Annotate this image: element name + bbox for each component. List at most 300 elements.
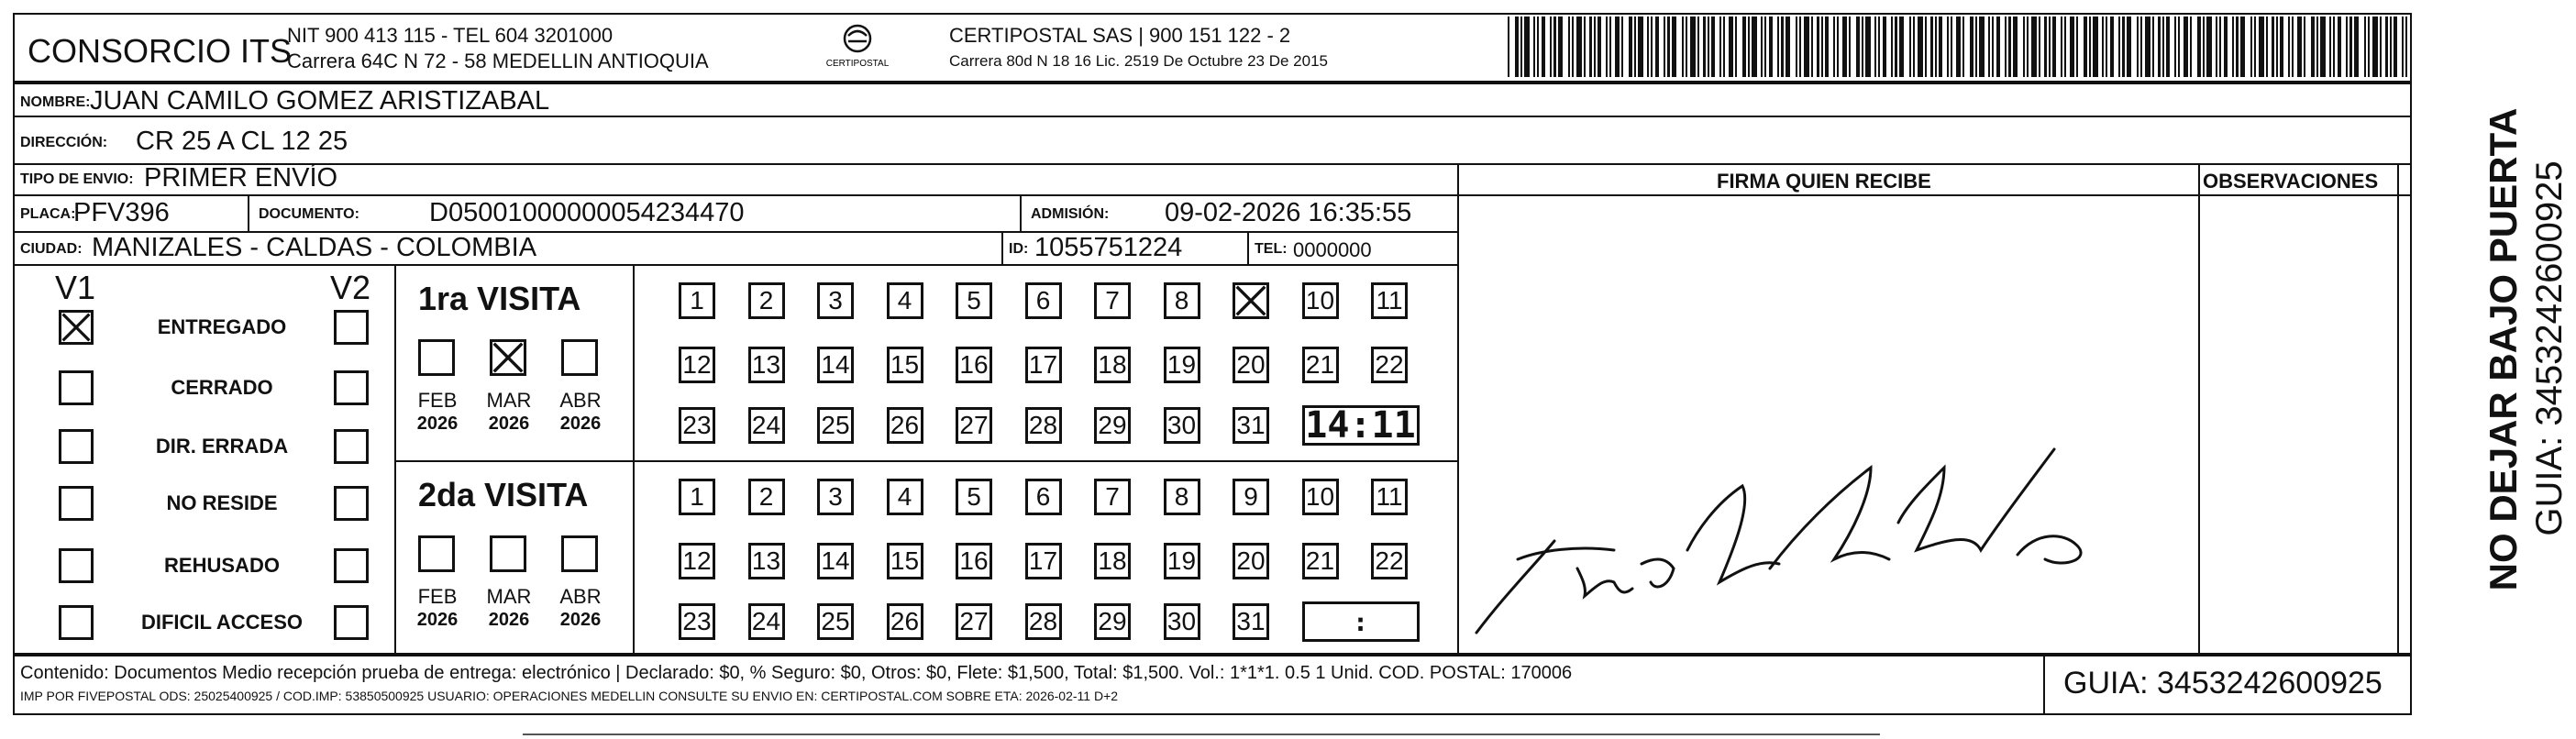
barcode-bar <box>1576 17 1582 77</box>
status-label: ENTREGADO <box>157 315 287 338</box>
day-checkbox[interactable] <box>956 282 992 319</box>
day-checkbox[interactable] <box>748 407 785 444</box>
day-checkbox[interactable] <box>956 479 992 515</box>
barcode-bar <box>2206 17 2212 77</box>
barcode-bar <box>1865 17 1871 77</box>
day-checkbox[interactable] <box>817 603 854 640</box>
barcode-bar <box>1515 17 1519 77</box>
day-number: 22 <box>1375 350 1404 379</box>
barcode-bar <box>1742 17 1746 77</box>
barcode-bar <box>1609 17 1611 77</box>
day-checkbox[interactable] <box>1302 479 1339 515</box>
day-number: 6 <box>1035 286 1051 314</box>
day-checkbox[interactable] <box>748 282 785 319</box>
barcode-bar <box>2354 17 2359 77</box>
day-number: 30 <box>1166 411 1197 439</box>
barcode-bar <box>2394 17 2397 77</box>
barcode-bar <box>2385 17 2388 77</box>
day-number: 26 <box>890 411 920 439</box>
barcode-bar <box>1856 17 1860 77</box>
barcode-bar <box>1925 17 1927 77</box>
barcode-bar <box>2346 17 2348 77</box>
barcode-bar <box>2158 17 2161 77</box>
day-checkbox[interactable] <box>1302 282 1339 319</box>
day-number: 9 <box>1244 482 1258 511</box>
barcode-bar <box>2102 17 2104 77</box>
month-checkbox[interactable] <box>418 339 455 376</box>
barcode-bar <box>1711 17 1715 77</box>
day-number: 27 <box>959 411 989 439</box>
barcode-bar <box>1629 17 1632 77</box>
side-text <box>2439 83 2568 651</box>
day-checkbox[interactable] <box>1025 347 1062 383</box>
day-checkbox[interactable] <box>887 407 923 444</box>
day-number: 1 <box>690 286 704 314</box>
visit-time-value: 14:11 <box>1305 404 1416 447</box>
tel-label: TEL: <box>1255 241 1288 257</box>
barcode-bar <box>2259 17 2264 77</box>
day-checkbox[interactable] <box>1233 407 1269 444</box>
year-label: 2026 <box>416 610 459 630</box>
barcode-bar <box>1979 17 1985 77</box>
day-checkbox[interactable] <box>887 603 923 640</box>
svg-text:CERTIPOSTAL: CERTIPOSTAL <box>825 59 890 69</box>
barcode-bar <box>1913 17 1915 77</box>
barcode-bar <box>2031 17 2037 77</box>
barcode-bar <box>1638 17 1643 77</box>
barcode-bar <box>2297 17 2302 77</box>
barcode-bar <box>2203 17 2205 77</box>
day-checkbox[interactable] <box>679 282 715 319</box>
barcode-bar <box>2254 17 2256 77</box>
v1-checkbox[interactable] <box>59 548 94 583</box>
barcode-bar <box>2232 17 2234 77</box>
day-checkbox[interactable] <box>817 282 854 319</box>
barcode-bar <box>2364 17 2366 77</box>
barcode-bar <box>2061 17 2062 77</box>
day-checkbox[interactable] <box>817 479 854 515</box>
barcode-bar <box>1799 17 1801 77</box>
day-checkbox[interactable] <box>1025 479 1062 515</box>
year-label: 2026 <box>488 414 530 434</box>
divider <box>1457 194 2412 196</box>
barcode-bar <box>2152 17 2154 77</box>
day-checkbox[interactable] <box>1164 407 1200 444</box>
barcode-bar <box>1918 17 1923 77</box>
barcode-bar <box>1748 17 1750 77</box>
day-number: 18 <box>1098 546 1127 575</box>
day-number: 3 <box>828 286 843 314</box>
barcode-bar <box>2190 17 2192 77</box>
status-label: CERRADO <box>171 376 273 399</box>
day-number: 20 <box>1236 546 1266 575</box>
barcode-bar <box>1947 17 1949 77</box>
day-checkbox[interactable] <box>887 479 923 515</box>
side-warning: NO DEJAR BAJO PUERTA <box>2482 107 2525 591</box>
divider <box>394 264 396 655</box>
day-number: 8 <box>1174 286 1189 314</box>
barcode-bar <box>1996 17 2000 77</box>
v1-checkbox[interactable] <box>59 605 94 640</box>
day-checkbox[interactable] <box>1094 543 1131 579</box>
day-number: 25 <box>821 607 850 635</box>
barcode-bar <box>2329 17 2331 77</box>
barcode-bar <box>1825 17 1829 77</box>
v2-checkbox[interactable] <box>334 429 369 464</box>
barcode-bar <box>1524 17 1530 77</box>
barcode-bar <box>1862 17 1863 77</box>
barcode-bar <box>1883 17 1886 77</box>
day-checkbox[interactable] <box>679 347 715 383</box>
day-checkbox[interactable] <box>887 282 923 319</box>
day-checkbox[interactable] <box>887 347 923 383</box>
divider <box>2397 163 2399 655</box>
v1-checkbox[interactable] <box>59 310 94 345</box>
barcode-bar <box>1723 17 1725 77</box>
barcode-bar <box>2162 17 2164 77</box>
barcode-bar <box>1584 17 1586 77</box>
divider <box>248 194 249 231</box>
ciudad-label: CIUDAD: <box>20 241 83 257</box>
barcode-bar <box>2023 17 2025 77</box>
day-checkbox[interactable] <box>1025 543 1062 579</box>
barcode-bar <box>1951 17 1952 77</box>
footer-imp: IMP POR FIVEPOSTAL ODS: 25025400925 / COD.IMP: 53850500925 USUARIO: OPERACIONES MEDELLIN CONSULTE SU ENVIO EN: CERTIPOSTAL.COM SOBRE ETA: 2026-02-11 D+2 <box>20 689 1119 703</box>
barcode-bar <box>1690 17 1696 77</box>
barcode-bar <box>2140 17 2142 77</box>
observaciones-header: OBSERVACIONES <box>2203 170 2379 193</box>
day-checkbox[interactable] <box>956 603 992 640</box>
barcode-bar <box>2292 17 2294 77</box>
day-number: 23 <box>682 607 712 635</box>
barcode-bar <box>1939 17 1942 77</box>
day-number: 24 <box>751 607 781 635</box>
day-number: 15 <box>890 350 920 379</box>
barcode-bar <box>2405 17 2407 77</box>
day-checkbox[interactable] <box>887 543 923 579</box>
month-label: ABR <box>559 389 602 412</box>
month-checkbox[interactable] <box>418 535 455 572</box>
v1-checkbox[interactable] <box>59 370 94 405</box>
day-checkbox[interactable] <box>1164 282 1200 319</box>
barcode-bar <box>1899 17 1904 77</box>
barcode-bar <box>2288 17 2290 77</box>
day-number: 31 <box>1236 607 1266 635</box>
tipo-envio-label: TIPO DE ENVIO: <box>20 171 134 187</box>
check-x-icon <box>1235 285 1266 316</box>
day-number: 12 <box>682 350 712 379</box>
v1-checkbox[interactable] <box>59 429 94 464</box>
carrier-info-line2: Carrera 80d N 18 16 Lic. 2519 De Octubre 23 De 2015 <box>949 52 1328 70</box>
visit-time-field[interactable] <box>1302 601 1420 642</box>
day-number: 26 <box>890 607 920 635</box>
day-checkbox[interactable] <box>1302 347 1339 383</box>
day-checkbox[interactable] <box>1164 543 1200 579</box>
v1-checkbox[interactable] <box>59 486 94 521</box>
day-checkbox[interactable] <box>679 603 715 640</box>
barcode-bar <box>1667 17 1670 77</box>
day-checkbox[interactable] <box>748 479 785 515</box>
placa-value: PFV396 <box>73 198 170 227</box>
cut-line <box>523 733 1880 735</box>
signature-drawing <box>1467 431 2192 642</box>
visit-title: 2da VISITA <box>418 476 589 513</box>
day-checkbox[interactable] <box>748 347 785 383</box>
barcode-bar <box>1697 17 1699 77</box>
ciudad-value: MANIZALES - CALDAS - COLOMBIA <box>92 233 537 262</box>
company-name: CONSORCIO ITS <box>28 32 293 70</box>
barcode-bar <box>1817 17 1819 77</box>
barcode-bar <box>1930 17 1933 77</box>
barcode-bar <box>2402 17 2404 77</box>
day-number: 20 <box>1236 350 1266 379</box>
recipient-signature <box>1467 431 2192 642</box>
barcode-bar <box>1537 17 1539 77</box>
day-checkbox[interactable] <box>1164 603 1200 640</box>
barcode-bar <box>2320 17 2326 77</box>
barcode <box>1504 17 2412 77</box>
month-label: ABR <box>559 585 602 608</box>
barcode-bar <box>2039 17 2040 77</box>
day-number: 4 <box>897 482 912 511</box>
barcode-bar <box>1891 17 1893 77</box>
day-checkbox[interactable] <box>1371 543 1408 579</box>
day-checkbox[interactable] <box>1233 543 1269 579</box>
month-checkbox[interactable] <box>490 535 526 572</box>
day-number: 29 <box>1098 411 1127 439</box>
v2-checkbox[interactable] <box>334 370 369 405</box>
day-number: 13 <box>751 546 781 575</box>
v2-checkbox[interactable] <box>334 605 369 640</box>
barcode-bar <box>1837 17 1839 77</box>
barcode-bar <box>2076 17 2078 77</box>
month-checkbox[interactable] <box>490 339 526 376</box>
status-label: NO RESIDE <box>166 491 278 514</box>
day-checkbox[interactable] <box>817 543 854 579</box>
v1-header: V1 <box>55 269 96 306</box>
placa-label: PLACA: <box>20 206 76 222</box>
day-number: 15 <box>890 546 920 575</box>
day-checkbox[interactable] <box>1094 347 1131 383</box>
day-number: 24 <box>751 411 781 439</box>
barcode-bar <box>2106 17 2107 77</box>
barcode-bar <box>2333 17 2335 77</box>
status-label: DIR. ERRADA <box>155 435 289 458</box>
day-checkbox[interactable] <box>1233 479 1269 515</box>
barcode-bar <box>2089 17 2091 77</box>
barcode-bar <box>2250 17 2252 77</box>
day-checkbox[interactable] <box>679 407 715 444</box>
month-label: MAR <box>486 389 532 412</box>
documento-value: D05001000000054234470 <box>429 198 745 227</box>
barcode-bar <box>2127 17 2131 77</box>
tipo-envio-value: PRIMER ENVÍO <box>144 163 338 193</box>
barcode-bar <box>1956 17 1961 77</box>
barcode-bar <box>1598 17 1601 77</box>
barcode-bar <box>1769 17 1773 77</box>
company-info-line1: NIT 900 413 115 - TEL 604 3201000 <box>287 24 614 47</box>
barcode-bar <box>1804 17 1809 77</box>
day-number: 6 <box>1035 482 1051 511</box>
month-label: MAR <box>486 585 532 608</box>
check-x-icon <box>492 342 524 373</box>
barcode-bar <box>2049 17 2051 77</box>
day-number: 8 <box>1174 482 1189 511</box>
barcode-bar <box>2044 17 2047 77</box>
day-checkbox[interactable] <box>1233 347 1269 383</box>
day-checkbox[interactable] <box>1164 347 1200 383</box>
barcode-bar <box>1664 17 1665 77</box>
barcode-bar <box>1842 17 1847 77</box>
divider <box>1247 231 1249 264</box>
month-checkbox[interactable] <box>561 339 598 376</box>
month-label: FEB <box>417 389 458 412</box>
day-number: 23 <box>682 411 712 439</box>
day-number: 25 <box>821 411 850 439</box>
nombre-label: NOMBRE: <box>20 94 91 110</box>
id-value: 1055751224 <box>1034 233 1183 262</box>
day-number: 28 <box>1028 411 1058 439</box>
barcode-bar <box>1572 17 1574 77</box>
direccion-label: DIRECCIÓN: <box>20 135 108 150</box>
day-number: 14 <box>821 546 850 575</box>
documento-label: DOCUMENTO: <box>259 206 359 222</box>
direccion-value: CR 25 A CL 12 25 <box>136 127 348 156</box>
day-checkbox[interactable] <box>1233 603 1269 640</box>
day-number: 14 <box>821 350 850 379</box>
divider <box>2043 653 2045 715</box>
visit-title: 1ra VISITA <box>418 280 581 317</box>
firma-header: FIRMA QUIEN RECIBE <box>1717 170 1931 193</box>
barcode-bar <box>2316 17 2318 77</box>
day-checkbox[interactable] <box>679 479 715 515</box>
day-checkbox[interactable] <box>817 407 854 444</box>
tel-value: 0000000 <box>1293 238 1372 261</box>
day-number: 17 <box>1028 546 1058 575</box>
month-checkbox[interactable] <box>561 535 598 572</box>
day-checkbox[interactable] <box>748 603 785 640</box>
day-number: 17 <box>1028 350 1058 379</box>
divider <box>13 116 2412 117</box>
day-checkbox[interactable] <box>1025 282 1062 319</box>
year-label: 2026 <box>488 610 530 630</box>
day-number: 2 <box>758 286 774 314</box>
day-checkbox[interactable] <box>748 543 785 579</box>
day-checkbox[interactable] <box>1371 479 1408 515</box>
barcode-bars <box>1504 17 2412 77</box>
side-guia: GUIA: 3453242600925 <box>2529 160 2570 536</box>
barcode-bar <box>2349 17 2352 77</box>
divider <box>13 264 1457 266</box>
day-checkbox[interactable] <box>956 347 992 383</box>
day-number: 13 <box>751 350 781 379</box>
barcode-bar <box>1553 17 1556 77</box>
barcode-bar <box>2280 17 2283 77</box>
barcode-bar <box>1508 17 1509 77</box>
barcode-bar <box>2027 17 2029 77</box>
barcode-bar <box>2184 17 2188 77</box>
barcode-bar <box>1970 17 1973 77</box>
barcode-bar <box>1651 17 1653 77</box>
day-number: 28 <box>1028 607 1058 635</box>
barcode-bar <box>2240 17 2245 77</box>
barcode-bar <box>1909 17 1911 77</box>
barcode-bar <box>1777 17 1779 77</box>
day-checkbox[interactable] <box>956 543 992 579</box>
barcode-bar <box>1752 17 1757 77</box>
day-number: 11 <box>1376 286 1403 314</box>
day-number: 12 <box>682 546 712 575</box>
day-number: 21 <box>1305 546 1335 575</box>
day-checkbox[interactable] <box>1164 479 1200 515</box>
barcode-bar <box>2008 17 2011 77</box>
day-checkbox[interactable] <box>1371 347 1408 383</box>
visit-time-field[interactable] <box>1302 405 1420 446</box>
month-label: FEB <box>417 585 458 608</box>
certipostal-logo-icon <box>812 22 903 72</box>
day-checkbox[interactable] <box>817 347 854 383</box>
barcode-bar <box>2052 17 2056 77</box>
day-number: 31 <box>1236 411 1266 439</box>
v2-checkbox[interactable] <box>334 310 369 345</box>
barcode-bar <box>1542 17 1545 77</box>
barcode-bar <box>2005 17 2007 77</box>
barcode-bar <box>1606 17 1608 77</box>
company-info-line2: Carrera 64C N 72 - 58 MEDELLIN ANTIOQUIA <box>287 50 709 72</box>
barcode-bar <box>1672 17 1676 77</box>
barcode-bar <box>1568 17 1570 77</box>
barcode-bar <box>1735 17 1737 77</box>
barcode-bar <box>1655 17 1659 77</box>
barcode-bar <box>2311 17 2315 77</box>
barcode-bar <box>1686 17 1687 77</box>
divider <box>633 264 635 655</box>
v2-checkbox[interactable] <box>334 548 369 583</box>
day-number: 30 <box>1166 607 1197 635</box>
barcode-bar <box>2216 17 2217 77</box>
v2-checkbox[interactable] <box>334 486 369 521</box>
day-number: 16 <box>959 546 989 575</box>
day-checkbox[interactable] <box>1094 407 1131 444</box>
barcode-bar <box>2219 17 2221 77</box>
day-checkbox[interactable] <box>1094 479 1131 515</box>
barcode-bar <box>2064 17 2066 77</box>
day-checkbox[interactable] <box>1371 282 1408 319</box>
barcode-bar <box>2390 17 2392 77</box>
barcode-bar <box>1849 17 1851 77</box>
barcode-bar <box>2276 17 2278 77</box>
barcode-bar <box>1615 17 1620 77</box>
day-checkbox[interactable] <box>1094 603 1131 640</box>
check-x-icon <box>61 313 91 342</box>
day-checkbox[interactable] <box>1094 282 1131 319</box>
day-checkbox[interactable] <box>1025 603 1062 640</box>
barcode-bar <box>1975 17 1977 77</box>
day-checkbox[interactable] <box>1233 282 1269 319</box>
day-checkbox[interactable] <box>956 407 992 444</box>
year-label: 2026 <box>559 414 602 434</box>
barcode-bar <box>1878 17 1880 77</box>
barcode-bar <box>2236 17 2239 77</box>
footer-contenido: Contenido: Documentos Medio recepción prueba de entrega: electrónico | Declarado: $0, % Seguro: $0, Otros: $0, Flete: $1,500, Total: $1,500. Vol.: 1*1*1. 0.5 1 Unid. COD. POSTAL: 170006 <box>20 663 1573 683</box>
barcode-bar <box>1621 17 1623 77</box>
day-checkbox[interactable] <box>1025 407 1062 444</box>
barcode-bar <box>1992 17 1994 77</box>
divider <box>1001 231 1003 264</box>
day-checkbox[interactable] <box>679 543 715 579</box>
day-checkbox[interactable] <box>1302 543 1339 579</box>
barcode-bar <box>2178 17 2180 77</box>
